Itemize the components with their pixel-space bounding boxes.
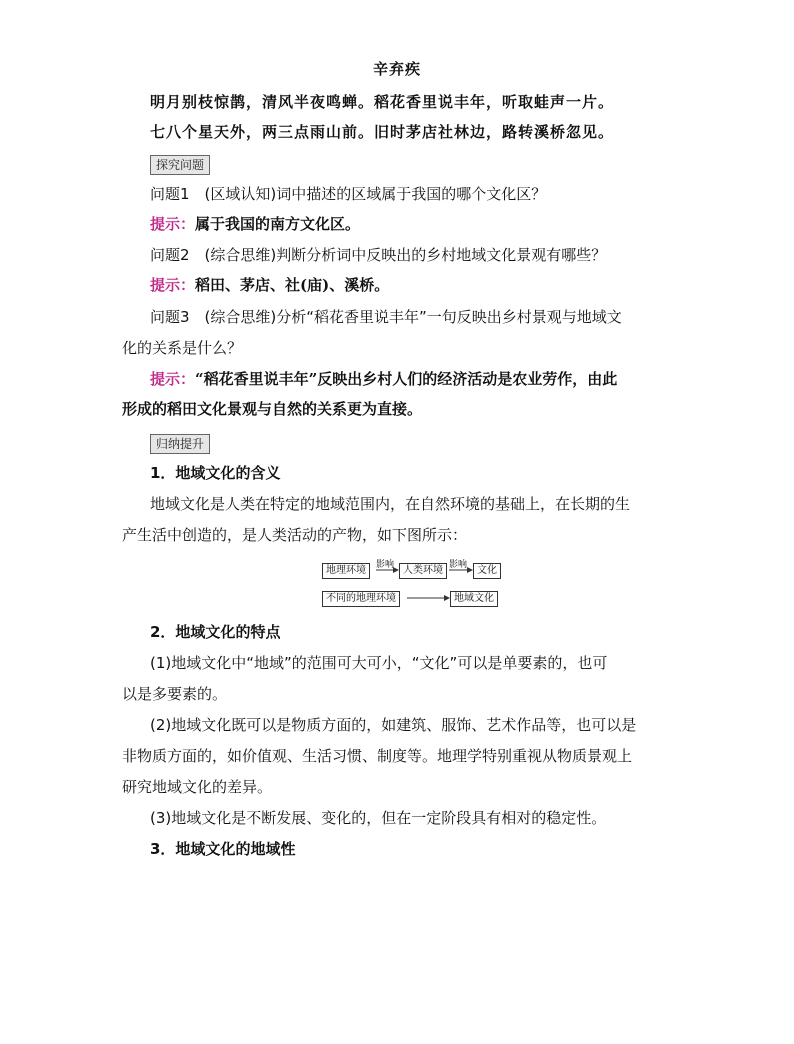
heading-1: 1．地域文化的含义 — [150, 464, 281, 482]
poem-author: 辛弃疾 — [372, 60, 421, 78]
hint-label: 提示： — [150, 215, 196, 233]
answer-3-line-1 — [150, 368, 617, 390]
paragraph-4: (3)地域文化是不断发展、变化的，但在一定阶段具有相对的稳定性。 — [150, 809, 607, 827]
answer-2 — [150, 274, 389, 296]
culture-diagram — [322, 559, 502, 609]
box-culture: 文化 — [473, 563, 501, 579]
box-geographic-environment: 地理环境 — [322, 563, 370, 579]
heading-3: 3．地域文化的地域性 — [150, 840, 296, 858]
paragraph-3-line-1: (2)地域文化既可以是物质方面的，如建筑、服饰、艺术作品等，也可以是 — [150, 716, 637, 734]
heading-2: 2．地域文化的特点 — [150, 623, 281, 641]
poem-line-2: 七八个星天外，两三点雨山前。旧时茅店社林边，路转溪桥忽见。 — [150, 123, 615, 141]
hint-text: “稻花香里说丰年”反映出乡村人们的经济活动是农业劳作，由此 — [195, 370, 618, 388]
question-2: 问题2 (综合思维)判断分析词中反映出的乡村地域文化景观有哪些？ — [150, 246, 607, 264]
hint-label: 提示： — [150, 370, 196, 388]
paragraph-1-line-1: 地域文化是人类在特定的地域范围内，在自然环境的基础上，在长期的生 — [150, 495, 631, 513]
paragraph-3-line-2: 非物质方面的，如价值观、生活习惯、制度等。地理学特别重视从物质景观上 — [122, 747, 633, 765]
box-regional-culture: 地域文化 — [450, 591, 498, 607]
question-3-line-1: 问题3 (综合思维)分析“稻花香里说丰年”一句反映出乡村景观与地域文 — [150, 308, 622, 326]
paragraph-2-line-2: 以是多要素的。 — [122, 685, 228, 703]
explore-questions-tag: 探究问题 — [150, 155, 210, 175]
answer-3-line-2: 形成的稻田文化景观与自然的关系更为直接。 — [122, 400, 423, 418]
label-influence-2: 影响 — [449, 560, 468, 570]
hint-text: 属于我国的南方文化区。 — [195, 215, 361, 233]
paragraph-1-line-2: 产生活中创造的，是人类活动的产物，如下图所示： — [122, 526, 468, 544]
answer-1 — [150, 213, 360, 235]
hint-text: 稻田、茅店、社(庙)、溪桥。 — [195, 276, 390, 294]
box-human-environment: 人类环境 — [399, 563, 447, 579]
hint-label: 提示： — [150, 276, 196, 294]
summary-tag: 归纳提升 — [150, 434, 210, 454]
poem-line-1: 明月别枝惊鹊，清风半夜鸣蝉。稻花香里说丰年，听取蛙声一片。 — [150, 93, 615, 111]
question-3-line-2: 化的关系是什么？ — [122, 339, 243, 357]
box-different-environments: 不同的地理环境 — [322, 591, 400, 607]
question-1: 问题1 (区域认知)词中描述的区域属于我国的哪个文化区？ — [150, 185, 547, 203]
label-influence-1: 影响 — [376, 560, 395, 570]
paragraph-2-line-1: (1)地域文化中“地域”的范围可大可小，“文化”可以是单要素的，也可 — [150, 654, 608, 672]
paragraph-3-line-3: 研究地域文化的差异。 — [122, 778, 273, 796]
